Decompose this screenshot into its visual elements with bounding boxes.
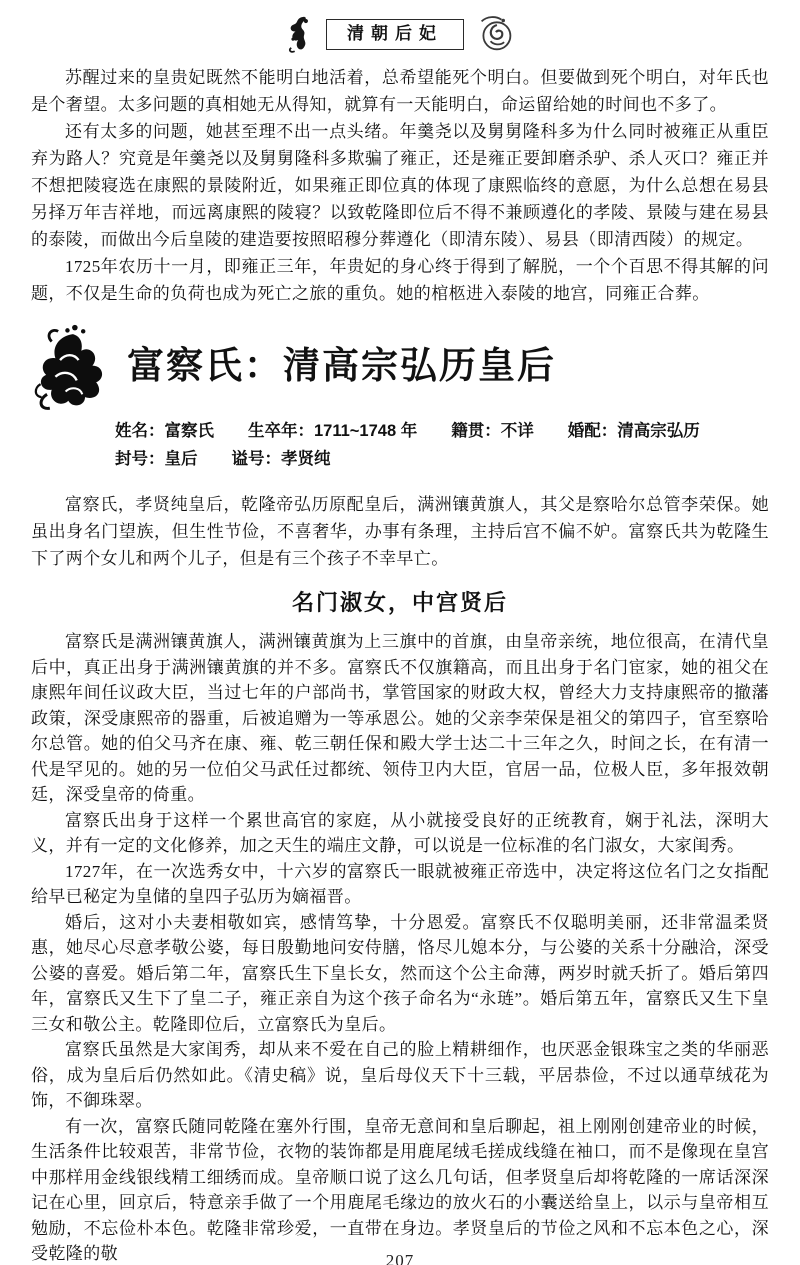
info-rank: 封号：皇后 <box>115 450 198 468</box>
section-paragraph-2: 富察氏出身于这样一个累世高官的家庭，从小就接受良好的正统教育，娴于礼法，深明大义，并有一定的文化修养，加之天生的端庄文静，可以说是一位标准的名门淑女，大家闺秀。 <box>31 810 769 855</box>
section-paragraph-4: 婚后，这对小夫妻相敬如宾，感情笃挚，十分恩爱。富察氏不仅聪明美丽，还非常温柔贤惠，她尽心尽意孝敬公婆，每日殷勤地问安侍膳，恪尽儿媳本分，与公婆的关系十分融洽，深受公婆的喜爱。婚后第二年，富察氏生下皇长女，然而这个公主命薄，两岁时就夭折了。婚后第四年，富察氏又生下了皇二子，雍正亲自为这个孩子命名为“永琏”。婚后第五年，富察氏又生下皇三女和敬公主。乾隆即位后，立富察氏为皇后。 <box>31 912 769 1034</box>
running-title: 清朝后妃 <box>347 23 443 43</box>
intro-paragraph-1: 苏醒过来的皇贵妃既然不能明白地活着，总希望能死个明白。但要做到死个明白，对年氏也是个奢望。太多问题的真相她无从得知，就算有一天能明白，命运留给她的时间也不多了。 <box>31 68 769 114</box>
running-title-box <box>326 19 464 50</box>
intro-paragraph-3: 1725年农历十一月，即雍正三年，年贵妃的身心终于得到了解脱，一个个百思不得其解的问题，不仅是生命的负荷也成为死亡之旅的重负。她的棺柩进入泰陵的地宫，同雍正合葬。 <box>31 257 769 303</box>
info-origin: 籍贯：不详 <box>451 422 534 440</box>
dragon-right-icon <box>478 14 514 54</box>
page-header <box>0 0 800 54</box>
info-line-1 <box>115 417 769 445</box>
info-line-2 <box>115 445 769 473</box>
biography-info <box>115 417 769 473</box>
section-heading: 名门淑女，中宫贤后 <box>291 590 508 615</box>
chapter-heading <box>31 323 769 411</box>
intro-paragraph-2: 还有太多的问题，她甚至理不出一点头绪。年羹尧以及舅舅隆科多为什么同时被雍正从重臣弃为路人？究竟是年羹尧以及舅舅隆科多欺骗了雍正，还是雍正要卸磨杀驴、杀人灭口？雍正并不想把陵寝选在康熙的景陵附近，如果雍正即位真的体现了康熙临终的意愿，为什么总想在易县另择万年吉祥地，而远离康熙的陵寝？以致乾隆即位后不得不兼顾遵化的孝陵、景陵与建在易县的泰陵，而做出今后皇陵的建造要按照昭穆分葬遵化（即清东陵）、易县（即清西陵）的规定。 <box>31 122 769 249</box>
info-spouse: 婚配：清高宗弘历 <box>567 422 700 440</box>
info-lifespan: 生卒年：1711~1748 年 <box>248 422 418 440</box>
info-name: 姓名：富察氏 <box>115 422 214 440</box>
page-content <box>0 54 800 1265</box>
phoenix-icon <box>31 323 115 411</box>
section-paragraph-3: 1727年，在一次选秀女中，十六岁的富察氏一眼就被雍正帝选中，决定将这位名门之女指配给早已秘定为皇储的皇四子弘历为嫡福晋。 <box>31 861 769 906</box>
chapter-title: 富察氏：清高宗弘历皇后 <box>127 345 556 387</box>
dragon-left-icon <box>286 15 312 53</box>
info-posthumous-name: 谥号：孝贤纯 <box>231 450 331 468</box>
section-paragraph-1: 富察氏是满洲镶黄旗人，满洲镶黄旗为上三旗中的首旗，由皇帝亲统，地位很高，在清代皇后中，真正出身于满洲镶黄旗的并不多。富察氏不仅旗籍高，而且出身于名门宦家，她的祖父在康熙年间任议政大臣，当过七年的户部尚书，掌管国家的财政大权，曾经大力支持康熙帝的撤藩政策，深受康熙帝的器重，后被追赠为一等承恩公。她的父亲李荣保是祖父的第四子，官至察哈尔总管。她的伯父马齐在康、雍、乾三朝任保和殿大学士达二十三年之久，时间之长，在有清一代是罕见的。她的另一位伯父马武任过都统、领侍卫内大臣，官居一品，位极人臣，多年报效朝廷，深受皇帝的倚重。 <box>31 632 769 804</box>
page-number: 207 <box>385 1251 415 1265</box>
section-paragraph-5: 富察氏虽然是大家闺秀，却从来不爱在自己的脸上精耕细作，也厌恶金银珠宝之类的华丽恶俗，成为皇后后仍然如此。《清史稿》说，皇后母仪天下十三载，平居恭俭，不过以通草绒花为饰，不御珠翠。 <box>31 1040 769 1110</box>
section-paragraph-6: 有一次，富察氏随同乾隆在塞外行围，皇帝无意间和皇后聊起，祖上刚刚创建帝业的时候，生活条件比较艰苦，非常节俭，衣物的装饰都是用鹿尾绒毛搓成线缝在袖口，而不是像现在皇宫中那样用金线银线精工细绣而成。皇帝顺口说了这么几句话，但孝贤皇后却将乾隆的一席话深深记在心里，回京后，特意亲手做了一个用鹿尾毛缘边的放火石的小囊送给皇上，以示与皇帝相互勉励，不忘俭朴本色。乾隆非常珍爱，一直带在身边。孝贤皇后的节俭之风和不忘本色之心，深受乾隆的敬 <box>31 1116 769 1263</box>
chapter-lead-paragraph: 富察氏，孝贤纯皇后，乾隆帝弘历原配皇后，满洲镶黄旗人，其父是察哈尔总管李荣保。她虽出身名门望族，但生性节俭，不喜奢华，办事有条理，主持后宫不偏不妒。富察氏共为乾隆生下了两个女儿和两个儿子，但是有三个孩子不幸早亡。 <box>31 495 769 568</box>
